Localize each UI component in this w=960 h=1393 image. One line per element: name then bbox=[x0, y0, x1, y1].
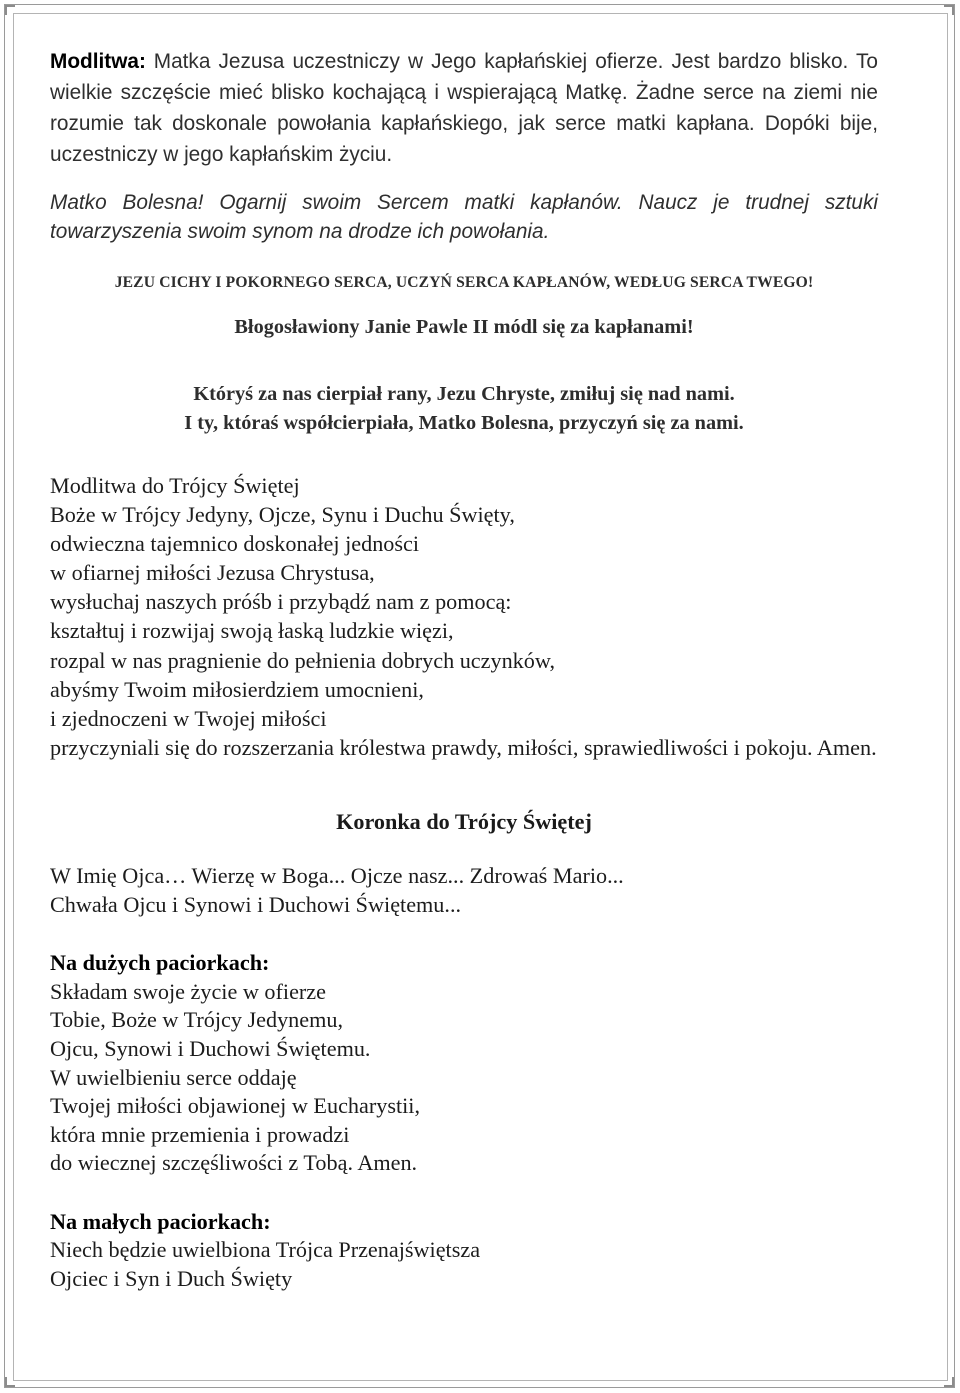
plea-line: I ty, któraś współcierpiała, Matko Bolesna, przyczyń się za nami. bbox=[184, 412, 744, 434]
opening-line: Chwała Ojcu i Synowi i Duchowi Świętemu... bbox=[50, 891, 462, 917]
prayer-line: przyczyniali się do rozszerzania królestwa prawdy, miłości, sprawiedliwości i pokoju. Amen. bbox=[50, 734, 877, 760]
large-beads-line: do wiecznej szczęśliwości z Tobą. Amen. bbox=[50, 1150, 418, 1176]
prayer-line: wysłuchaj naszych próśb i przybądź nam z pomocą: bbox=[50, 589, 512, 615]
intro-paragraph bbox=[50, 46, 878, 170]
opening-line: W Imię Ojca… Wierzę w Boga... Ojcze nasz... Zdrowaś Mario... bbox=[50, 862, 624, 888]
large-beads-line: Ojcu, Synowi i Duchowi Świętemu. bbox=[50, 1035, 371, 1061]
invocation-paragraph: Matko Bolesna! Ogarnij swoim Sercem matki kapłanów. Naucz je trudnej sztuki towarzyszenia swoim synom na drodze ich powołania. bbox=[50, 191, 878, 243]
caps-invocation: JEZU CICHY I POKORNEGO SERCA, UCZYŃ SERCA KAPŁANÓW, WEDŁUG SERCA TWEGO! bbox=[114, 274, 814, 291]
large-beads-line: W uwielbieniu serce oddaję bbox=[50, 1064, 297, 1090]
trinity-prayer-title: Modlitwa do Trójcy Świętej bbox=[50, 473, 300, 498]
large-beads-section bbox=[50, 949, 878, 1178]
large-beads-line: Składam swoje życie w ofierze bbox=[50, 978, 327, 1004]
document-content bbox=[50, 46, 878, 1294]
small-beads-line: Ojciec i Syn i Duch Święty bbox=[50, 1266, 293, 1292]
koronka-opening bbox=[50, 862, 878, 919]
plea-line: Któryś za nas cierpiał rany, Jezu Chryste, zmiłuj się nad nami. bbox=[193, 383, 735, 405]
trinity-prayer bbox=[50, 471, 878, 762]
prayer-line: Boże w Trójcy Jedyny, Ojcze, Synu i Duchu Święty, bbox=[50, 502, 515, 528]
small-beads-section bbox=[50, 1208, 878, 1294]
plea-block bbox=[50, 380, 878, 438]
blessed-invocation: Błogosławiony Janie Pawle II módl się za kapłanami! bbox=[234, 316, 694, 338]
prayer-line: kształtuj i rozwijaj swoją łaską ludzkie więzi, bbox=[50, 618, 454, 644]
prayer-line: rozpal w nas pragnienie do pełnienia dobrych uczynków, bbox=[50, 647, 556, 673]
koronka-title: Koronka do Trójcy Świętej bbox=[336, 808, 592, 834]
small-beads-heading: Na małych paciorkach: bbox=[50, 1208, 271, 1234]
prayer-line: abyśmy Twoim miłosierdziem umocnieni, bbox=[50, 676, 424, 702]
intro-lead: Modlitwa: bbox=[50, 50, 146, 73]
small-beads-line: Niech będzie uwielbiona Trójca Przenajświętsza bbox=[50, 1237, 481, 1263]
prayer-line: i zjednoczeni w Twojej miłości bbox=[50, 705, 327, 731]
large-beads-line: Tobie, Boże w Trójcy Jedynemu, bbox=[50, 1007, 344, 1033]
prayer-line: odwieczna tajemnico doskonałej jedności bbox=[50, 531, 420, 557]
large-beads-heading: Na dużych paciorkach: bbox=[50, 950, 270, 976]
intro-text: Matka Jezusa uczestniczy w Jego kapłańskiej ofierze. Jest bardzo blisko. To wielkie szczęście mieć blisko kochającą i wspierającą Matkę. Żadne serce na ziemi nie rozumie tak doskonale powołania kapłańskiego, jak serce matki kapłana. Dopóki bije, uczestniczy w jego kapłańskim życiu. bbox=[50, 50, 878, 166]
large-beads-line: która mnie przemienia i prowadzi bbox=[50, 1121, 350, 1147]
large-beads-line: Twojej miłości objawionej w Eucharystii, bbox=[50, 1093, 421, 1119]
prayer-line: w ofiarnej miłości Jezusa Chrystusa, bbox=[50, 560, 375, 586]
